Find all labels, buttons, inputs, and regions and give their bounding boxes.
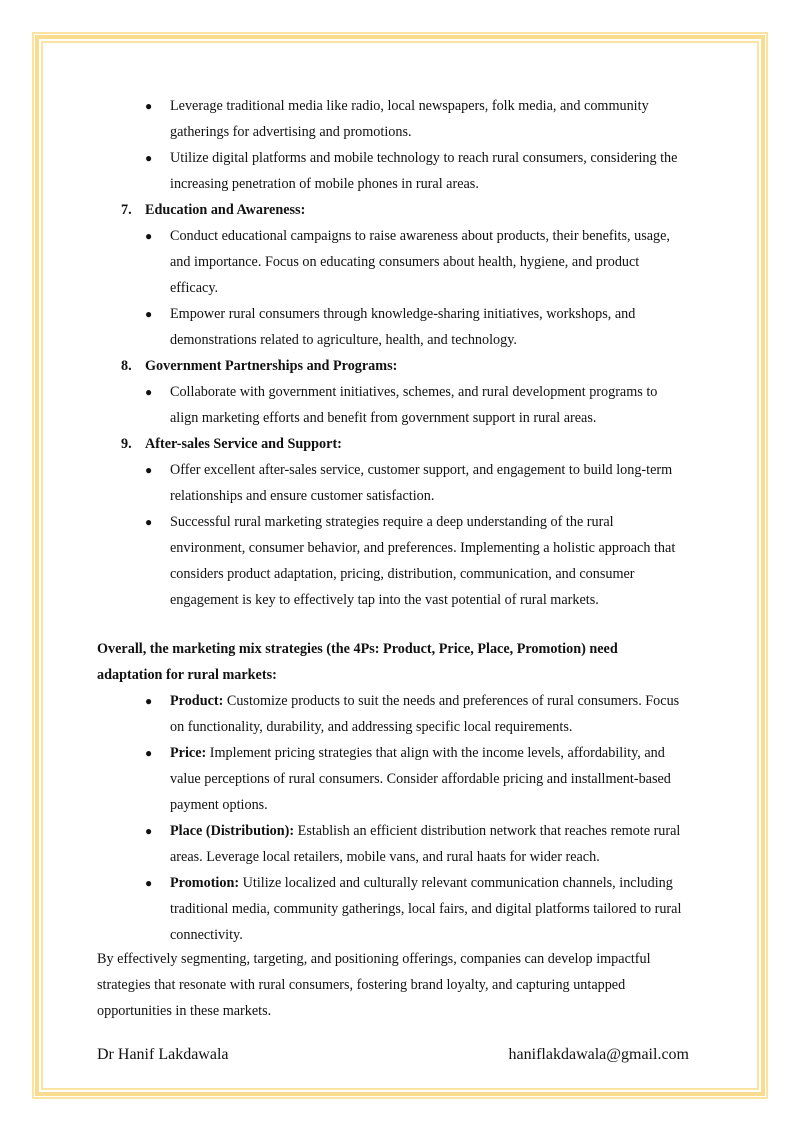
body-text: relationships and ensure customer satisfaction. [170, 488, 435, 504]
bullet-icon: ● [145, 229, 153, 243]
section-heading: After-sales Service and Support: [145, 436, 342, 452]
mix-label: Price: [170, 745, 207, 761]
mix-item-place [170, 818, 680, 844]
body-text: Establish an efficient distribution network that reaches remote rural [294, 823, 681, 839]
bullet-icon: ● [145, 876, 153, 890]
mix-label: Place (Distribution): [170, 823, 295, 839]
bullet-icon: ● [145, 307, 153, 321]
section-number: 7. [121, 202, 132, 218]
body-text: Offer excellent after-sales service, customer support, and engagement to build long-term [170, 462, 673, 478]
body-text: align marketing efforts and benefit from government support in rural areas. [170, 410, 597, 426]
section-heading: Education and Awareness: [145, 202, 306, 218]
body-text: engagement is key to effectively tap into the vast potential of rural markets. [170, 592, 599, 608]
mix-label: Product: [170, 693, 224, 709]
body-text: areas. Leverage local retailers, mobile vans, and rural haats for wider reach. [170, 849, 600, 865]
bullet-icon: ● [145, 463, 153, 477]
body-text: considers product adaptation, pricing, distribution, communication, and consumer [170, 566, 635, 582]
footer-author: Dr Hanif Lakdawala [97, 1046, 229, 1063]
body-text: gatherings for advertising and promotions. [170, 124, 412, 140]
section-number: 8. [121, 358, 132, 374]
body-text: Collaborate with government initiatives, schemes, and rural development programs to [170, 384, 658, 400]
bullet-icon: ● [145, 99, 153, 113]
mix-label: Promotion: [170, 875, 240, 891]
body-text: Leverage traditional media like radio, local newspapers, folk media, and community [170, 98, 649, 114]
conclusion-text: opportunities in these markets. [97, 1003, 272, 1019]
body-text: Utilize localized and culturally relevant communication channels, including [239, 875, 673, 891]
bullet-icon: ● [145, 151, 153, 165]
section-number: 9. [121, 436, 132, 452]
body-text: Successful rural marketing strategies require a deep understanding of the rural [170, 514, 614, 530]
body-text: traditional media, community gatherings, local fairs, and digital platforms tailored to rural [170, 901, 682, 917]
body-text: and importance. Focus on educating consumers about health, hygiene, and product [170, 254, 640, 270]
body-text: payment options. [170, 797, 268, 813]
bullet-icon: ● [145, 694, 153, 708]
bullet-icon: ● [145, 515, 153, 529]
conclusion-text: strategies that resonate with rural consumers, fostering brand loyalty, and capturing untapped [97, 977, 626, 993]
footer-email: haniflakdawala@gmail.com [508, 1046, 689, 1063]
body-text: value perceptions of rural consumers. Consider affordable pricing and installment-based [170, 771, 671, 787]
bullet-icon: ● [145, 824, 153, 838]
body-text: Utilize digital platforms and mobile technology to reach rural consumers, considering the [170, 150, 678, 166]
bullet-icon: ● [145, 385, 153, 399]
body-text: Conduct educational campaigns to raise awareness about products, their benefits, usage, [170, 228, 670, 244]
body-text: connectivity. [170, 927, 243, 943]
bullet-icon: ● [145, 746, 153, 760]
mix-item-price [170, 740, 665, 766]
body-text: Implement pricing strategies that align with the income levels, affordability, and [206, 745, 665, 761]
body-text: demonstrations related to agriculture, health, and technology. [170, 332, 517, 348]
section-heading: Government Partnerships and Programs: [145, 358, 398, 374]
mix-item-promotion [170, 870, 673, 896]
body-text: increasing penetration of mobile phones in rural areas. [170, 176, 479, 192]
body-text: on functionality, durability, and addressing specific local requirements. [170, 719, 573, 735]
mix-heading: Overall, the marketing mix strategies (the 4Ps: Product, Price, Place, Promotion) need [97, 641, 618, 657]
body-text: Customize products to suit the needs and preferences of rural consumers. Focus [223, 693, 680, 709]
mix-heading: adaptation for rural markets: [97, 667, 277, 683]
conclusion-text: By effectively segmenting, targeting, and positioning offerings, companies can develop impactful [97, 951, 651, 967]
body-text: Empower rural consumers through knowledge-sharing initiatives, workshops, and [170, 306, 636, 322]
mix-item-product [170, 688, 679, 714]
body-text: environment, consumer behavior, and preferences. Implementing a holistic approach that [170, 540, 676, 556]
body-text: efficacy. [170, 280, 219, 296]
